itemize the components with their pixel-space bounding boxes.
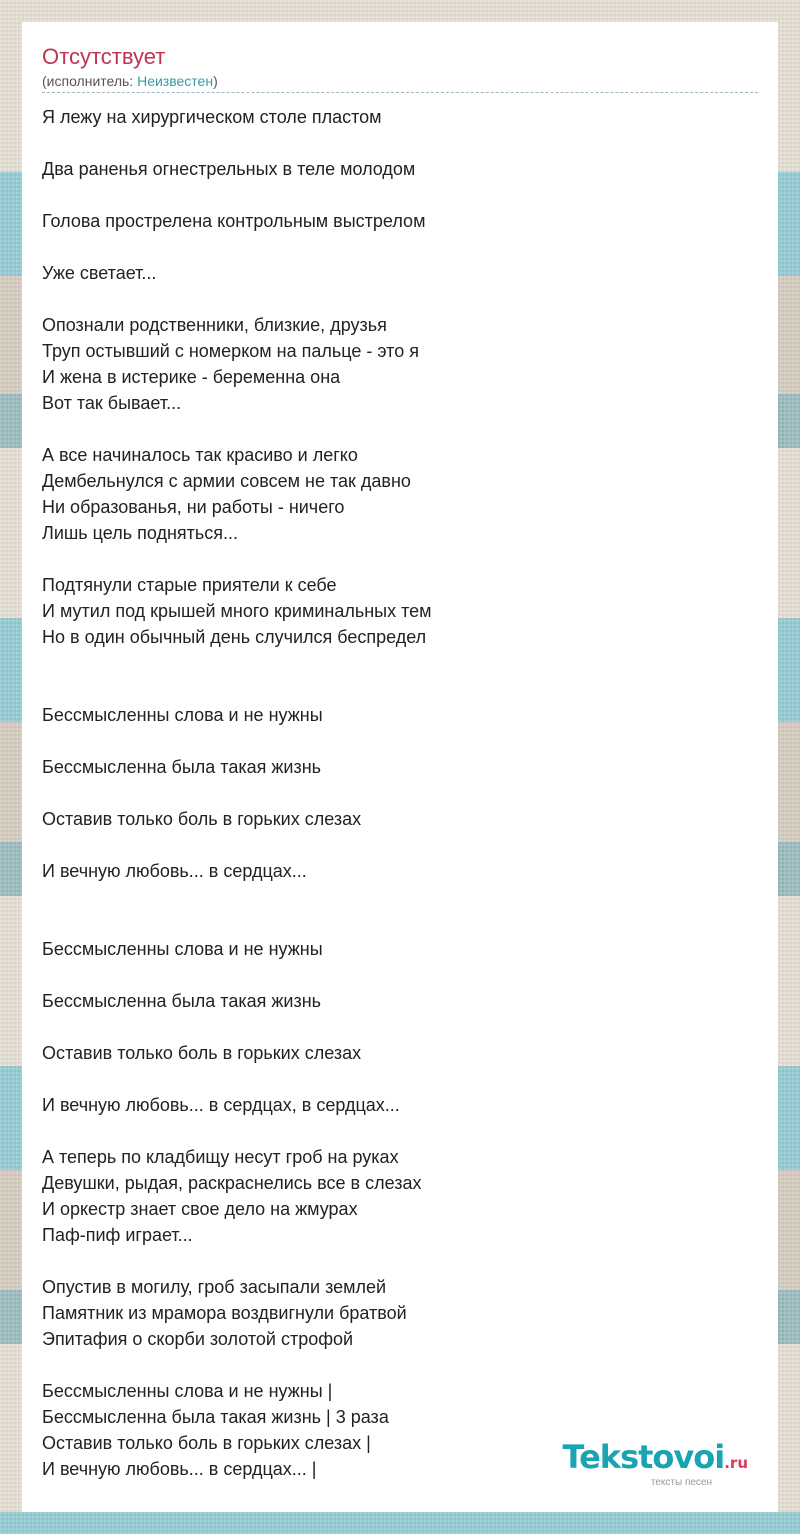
lyric-line: Подтянули старые приятели к себе (42, 575, 337, 595)
lyric-line (42, 650, 758, 676)
lyric-line: И вечную любовь... в сердцах... | (42, 1459, 317, 1479)
lyric-line (42, 1066, 758, 1092)
divider (42, 92, 758, 93)
lyric-line: Ни образованья, ни работы - ничего (42, 497, 345, 517)
lyric-line: Вот так бывает... (42, 393, 182, 413)
logo-tld: .ru (724, 1454, 748, 1472)
lyric-line (42, 1352, 758, 1378)
lyric-line (42, 1118, 758, 1144)
song-title: Отсутствует (42, 44, 166, 69)
lyric-line (42, 676, 758, 702)
lyrics-text (42, 104, 758, 1482)
lyric-line: А теперь по кладбищу несут гроб на руках (42, 1147, 399, 1167)
lyric-line: Труп остывший с номерком на пальце - это я (42, 341, 419, 361)
lyric-line: Бессмысленны слова и не нужны (42, 939, 323, 959)
site-logo[interactable] (528, 1440, 748, 1490)
lyric-line (42, 910, 758, 936)
lyric-line (42, 962, 758, 988)
lyric-line (42, 546, 758, 572)
artist-line (42, 72, 218, 90)
lyric-line: Оставив только боль в горьких слезах | (42, 1433, 371, 1453)
lyric-line: Памятник из мрамора воздвигнули братвой (42, 1303, 407, 1323)
lyric-line: Дембельнулся с армии совсем не так давно (42, 471, 411, 491)
lyric-line: Бессмысленна была такая жизнь | 3 раза (42, 1407, 389, 1427)
lyric-line: Оставив только боль в горьких слезах (42, 1043, 362, 1063)
lyric-line (42, 234, 758, 260)
lyric-line: А все начиналось так красиво и легко (42, 445, 358, 465)
lyric-line (42, 1014, 758, 1040)
artist-prefix: (исполнитель: (42, 73, 138, 89)
lyric-line: И мутил под крышей много криминальных тем (42, 601, 432, 621)
lyric-line: Оставив только боль в горьких слезах (42, 809, 362, 829)
lyric-line: Девушки, рыдая, раскраснелись все в слезах (42, 1173, 422, 1193)
lyric-line: Бессмысленна была такая жизнь (42, 991, 322, 1011)
lyric-line (42, 416, 758, 442)
lyric-line (42, 1248, 758, 1274)
lyric-line: Я лежу на хирургическом столе пластом (42, 107, 382, 127)
lyric-line: Бессмысленна была такая жизнь (42, 757, 322, 777)
lyric-line (42, 130, 758, 156)
logo-tagline: тексты песен (650, 1477, 712, 1488)
lyric-line (42, 182, 758, 208)
lyric-line: И вечную любовь... в сердцах... (42, 861, 307, 881)
lyric-line: И вечную любовь... в сердцах, в сердцах... (42, 1095, 400, 1115)
lyric-line: И оркестр знает свое дело на жмурах (42, 1199, 358, 1219)
logo-brand: Tekstovoi (562, 1438, 725, 1476)
lyric-line: Лишь цель подняться... (42, 523, 239, 543)
lyric-line: И жена в истерике - беременна она (42, 367, 341, 387)
lyric-line: Эпитафия о скорби золотой строфой (42, 1329, 354, 1349)
lyric-line: Опознали родственники, близкие, друзья (42, 315, 387, 335)
lyric-line: Бессмысленны слова и не нужны | (42, 1381, 333, 1401)
lyric-line: Бессмысленны слова и не нужны (42, 705, 323, 725)
artist-link[interactable]: Неизвестен (137, 73, 214, 89)
lyric-line: Уже светает... (42, 263, 157, 283)
lyrics-card (22, 22, 778, 1512)
lyric-line: Голова прострелена контрольным выстрелом (42, 211, 426, 231)
lyric-line: Два раненья огнестрельных в теле молодом (42, 159, 416, 179)
lyric-line: Опустив в могилу, гроб засыпали землей (42, 1277, 387, 1297)
artist-suffix: ) (213, 73, 218, 89)
lyric-line (42, 780, 758, 806)
lyric-line: Паф-пиф играет... (42, 1225, 193, 1245)
lyric-line (42, 832, 758, 858)
lyric-line: Но в один обычный день случился беспредел (42, 627, 427, 647)
lyric-line (42, 728, 758, 754)
lyric-line (42, 286, 758, 312)
lyric-line (42, 884, 758, 910)
